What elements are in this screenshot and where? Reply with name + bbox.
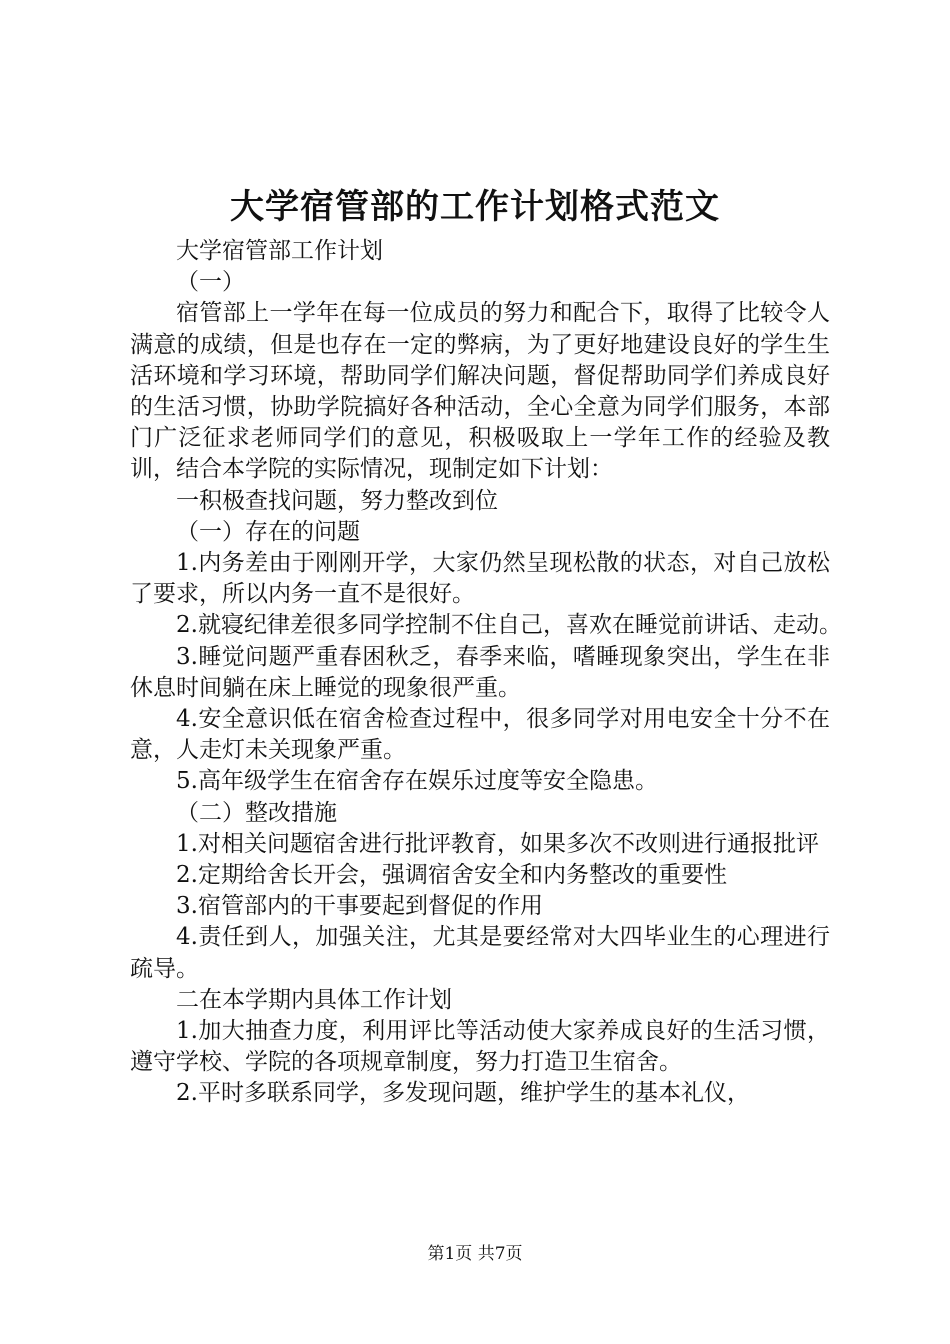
- paragraph-measure-2: 2.定期给舍长开会，强调宿舍安全和内务整改的重要性: [176, 862, 727, 889]
- paragraph-section-marker: （一）: [176, 269, 245, 296]
- paragraph-plan-1: 1.加大抽查力度，利用评比等活动使大家养成良好的生活习惯，遵守学校、学院的各项规章制度，努力打造卫生宿舍。: [130, 1018, 830, 1076]
- document-body: [130, 236, 842, 1110]
- paragraph-measure-1: 1.对相关问题宿舍进行批评教育，如果多次不改则进行通报批评: [176, 830, 819, 857]
- paragraph-heading: 大学宿管部工作计划: [176, 238, 383, 264]
- document-title: 大学宿管部的工作计划格式范文: [230, 187, 720, 227]
- paragraph-problem-2: 2.就寝纪律差很多同学控制不住自己，喜欢在睡觉前讲话、走动。: [176, 612, 842, 639]
- paragraph-problem-3: 3.睡觉问题严重春困秋乏，春季来临，嗜睡现象突出，学生在非休息时间躺在床上睡觉的现象很严重。: [130, 643, 830, 701]
- paragraph-problems-heading: （一）存在的问题: [176, 518, 360, 545]
- paragraph-measures-heading: （二）整改措施: [176, 799, 337, 826]
- paragraph-measure-4: 4.责任到人，加强关注，尤其是要经常对大四毕业生的心理进行疏导。: [130, 924, 830, 982]
- paragraph-plan-2: 2.平时多联系同学，多发现问题，维护学生的基本礼仪，: [176, 1080, 750, 1107]
- paragraph-part-two-heading: 二在本学期内具体工作计划: [176, 986, 452, 1013]
- paragraph-measure-3: 3.宿管部内的干事要起到督促的作用: [176, 893, 543, 920]
- paragraph-problem-4: 4.安全意识低在宿舍检查过程中，很多同学对用电安全十分不在意，人走灯未关现象严重。: [130, 706, 830, 764]
- page-number-footer: 第1页 共7页: [427, 1244, 523, 1264]
- paragraph-part-one-heading: 一积极查找问题，努力整改到位: [176, 487, 498, 514]
- paragraph-problem-5: 5.高年级学生在宿舍存在娱乐过度等安全隐患。: [176, 768, 658, 795]
- paragraph-problem-1: 1.内务差由于刚刚开学，大家仍然呈现松散的状态，对自己放松了要求，所以内务一直不是很好。: [130, 550, 830, 608]
- paragraph-intro: 宿管部上一学年在每一位成员的努力和配合下，取得了比较令人满意的成绩，但是也存在一定的弊病，为了更好地建设良好的学生生活环境和学习环境，帮助同学们解决问题，督促帮助同学们养成良好的生活习惯，协助学院搞好各种活动，全心全意为同学们服务，本部门广泛征求老师同学们的意见，积极吸取上一学年工作的经验及教训，结合本学院的实际情况，现制定如下计划：: [130, 300, 830, 483]
